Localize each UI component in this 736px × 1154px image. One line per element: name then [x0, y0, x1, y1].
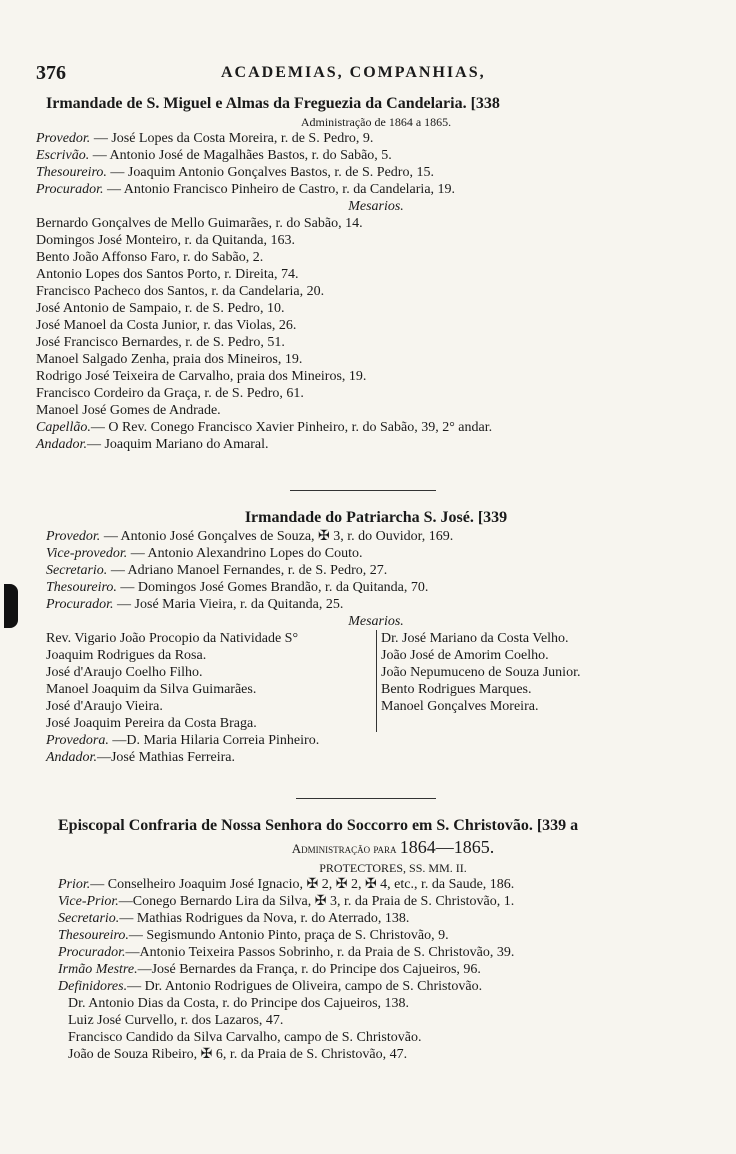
officer-text: — Segismundo Antonio Pinto, praça de S. Christovão, 9.	[128, 928, 449, 943]
mesarios-columns	[36, 630, 716, 732]
list-item: José d'Araujo Vieira.	[46, 699, 163, 714]
list-item: Rev. Vigario João Procopio da Natividade S°	[46, 631, 299, 646]
section-sao-jose	[36, 508, 716, 766]
officer-text: —José Bernardes da França, r. do Principe dos Cajueiros, 96.	[137, 962, 481, 977]
role-label: Secretario.	[46, 563, 108, 578]
officer-text: — Antonio Francisco Pinheiro de Castro, r. da Candelaria, 19.	[103, 182, 456, 197]
officer-text: — Adriano Manoel Fernandes, r. de S. Pedro, 27.	[107, 563, 388, 578]
list-item: Francisco Cordeiro da Graça, r. de S. Pedro, 61.	[36, 386, 304, 401]
divider	[290, 490, 436, 491]
admin-line	[58, 836, 728, 860]
list-item: Domingos José Monteiro, r. da Quitanda, 163.	[36, 233, 295, 248]
section-title: Irmandade de S. Miguel e Almas da Freguezia da Candelaria. [338	[46, 95, 500, 112]
list-item: Joaquim Rodrigues da Rosa.	[46, 648, 207, 663]
list-item: Manoel José Gomes de Andrade.	[36, 403, 221, 418]
list-item: Francisco Candido da Silva Carvalho, campo de S. Christovão.	[68, 1030, 422, 1045]
list-item: Antonio Lopes dos Santos Porto, r. Direita, 74.	[36, 267, 299, 282]
role-label: Thesoureiro.	[46, 580, 117, 595]
list-item: Dr. José Mariano da Costa Velho.	[381, 631, 569, 646]
list-item: Francisco Pacheco dos Santos, r. da Candelaria, 20.	[36, 284, 325, 299]
list-item: Bento João Affonso Faro, r. do Sabão, 2.	[36, 250, 264, 265]
officer-text: — Dr. Antonio Rodrigues de Oliveira, campo de S. Christovão.	[127, 979, 483, 994]
role-label: Irmão Mestre.	[58, 962, 138, 977]
role-label: Procurador.	[58, 945, 126, 960]
list-item: José d'Araujo Coelho Filho.	[46, 665, 203, 680]
list-item: Manoel Gonçalves Moreira.	[381, 699, 539, 714]
list-item: João Nepumuceno de Souza Junior.	[381, 665, 581, 680]
binding-mark	[4, 584, 18, 628]
mesarios-label: Mesarios.	[348, 199, 404, 214]
role-label: Procurador.	[46, 597, 114, 612]
list-item: José Joaquim Pereira da Costa Braga.	[46, 716, 257, 731]
admin-years: 1864—1865.	[399, 837, 495, 857]
role-label: Andador.	[46, 750, 97, 765]
officer-text: — O Rev. Conego Francisco Xavier Pinheiro, r. do Sabão, 39, 2° andar.	[90, 420, 493, 435]
list-item: Manoel Joaquim da Silva Guimarães.	[46, 682, 257, 697]
list-item: Rodrigo José Teixeira de Carvalho, praia dos Mineiros, 19.	[36, 369, 367, 384]
role-label: Prior.	[58, 877, 91, 892]
page-number: 376	[36, 62, 66, 84]
officer-text: —José Mathias Ferreira.	[96, 750, 235, 765]
page-header	[36, 62, 686, 86]
role-label: Provedor.	[36, 131, 91, 146]
officer-text: — Joaquim Antonio Gonçalves Bastos, r. de S. Pedro, 15.	[106, 165, 434, 180]
list-item: José Francisco Bernardes, r. de S. Pedro, 51.	[36, 335, 285, 350]
section-soccorro	[58, 816, 728, 1063]
role-label: Secretario.	[58, 911, 120, 926]
officer-text: —Conego Bernardo Lira da Silva, ✠ 3, r. da Praia de S. Christovão, 1.	[118, 894, 515, 909]
officer-text: — Antonio Alexandrino Lopes do Couto.	[127, 546, 363, 561]
officer-text: —Antonio Teixeira Passos Sobrinho, r. da Praia de S. Christovão, 39.	[125, 945, 515, 960]
protectores-line: PROTECTORES, SS. MM. II.	[319, 861, 467, 875]
section-sao-miguel	[36, 94, 716, 453]
role-label: Provedora.	[46, 733, 109, 748]
list-item: João José de Amorim Coelho.	[381, 648, 549, 663]
divider	[296, 798, 436, 799]
list-item: João de Souza Ribeiro, ✠ 6, r. da Praia de S. Christovão, 47.	[68, 1047, 408, 1062]
officer-text: — José Maria Vieira, r. da Quitanda, 25.	[113, 597, 344, 612]
list-item: Bernardo Gonçalves de Mello Guimarães, r. do Sabão, 14.	[36, 216, 363, 231]
mesarios-label: Mesarios.	[348, 614, 404, 629]
mesarios-left-column	[46, 630, 376, 732]
role-label: Procurador.	[36, 182, 104, 197]
role-label: Vice-Prior.	[58, 894, 119, 909]
officer-text: — Joaquim Mariano do Amaral.	[86, 437, 269, 452]
list-item: José Manoel da Costa Junior, r. das Violas, 26.	[36, 318, 297, 333]
list-item: Bento Rodrigues Marques.	[381, 682, 532, 697]
list-item: Dr. Antonio Dias da Costa, r. do Principe dos Cajueiros, 138.	[68, 996, 410, 1011]
section-title: Irmandade do Patriarcha S. José. [339	[244, 509, 508, 526]
officer-text: — Antonio José Gonçalves de Souza, ✠ 3, r. do Ouvidor, 169.	[100, 529, 454, 544]
mesarios-right-column	[376, 630, 580, 732]
role-label: Capellão.	[36, 420, 91, 435]
list-item: Luiz José Curvello, r. dos Lazaros, 47.	[68, 1013, 284, 1028]
officer-text: — Mathias Rodrigues da Nova, r. do Aterrado, 138.	[119, 911, 410, 926]
officer-text: — José Lopes da Costa Moreira, r. de S. Pedro, 9.	[90, 131, 374, 146]
officer-text: — Domingos José Gomes Brandão, r. da Quitanda, 70.	[116, 580, 429, 595]
officer-text: —D. Maria Hilaria Correia Pinheiro.	[108, 733, 320, 748]
list-item: José Antonio de Sampaio, r. de S. Pedro, 10.	[36, 301, 285, 316]
role-label: Escrivão.	[36, 148, 90, 163]
role-label: Thesoureiro.	[58, 928, 129, 943]
list-item: Manoel Salgado Zenha, praia dos Mineiros, 19.	[36, 352, 303, 367]
admin-label: Administração para	[291, 841, 397, 856]
section-title: Episcopal Confraria de Nossa Senhora do Soccorro em S. Christovão. [339 a	[58, 817, 579, 834]
running-title: ACADEMIAS, COMPANHIAS,	[221, 64, 486, 81]
section-subtitle: Administração de 1864 a 1865.	[300, 115, 452, 129]
role-label: Andador.	[36, 437, 87, 452]
role-label: Thesoureiro.	[36, 165, 107, 180]
role-label: Provedor.	[46, 529, 101, 544]
officer-text: — Antonio José de Magalhães Bastos, r. do Sabão, 5.	[89, 148, 392, 163]
role-label: Definidores.	[58, 979, 128, 994]
officer-text: — Conselheiro Joaquim José Ignacio, ✠ 2, ✠ 2, ✠ 4, etc., r. da Saude, 186.	[90, 877, 515, 892]
role-label: Vice-provedor.	[46, 546, 128, 561]
